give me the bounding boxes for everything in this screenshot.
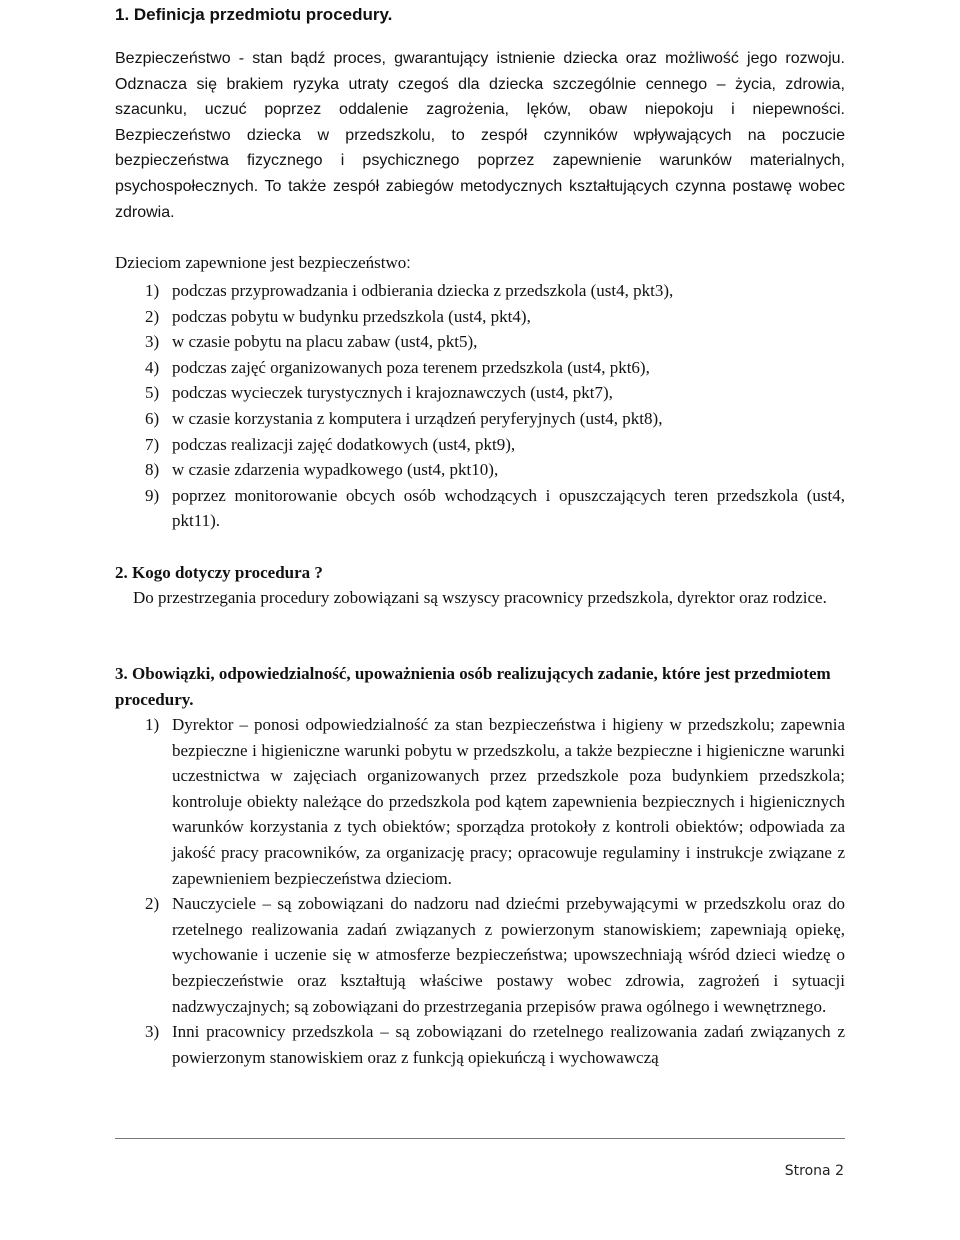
- section-2-title: 2. Kogo dotyczy procedura ?: [115, 563, 323, 582]
- safety-list: [115, 278, 845, 534]
- list-item: 3) Inni pracownicy przedszkola – są zobowiązani do rzetelnego realizowania zadań związanych z powierzonym stanowiskiem oraz z funkcją opiekuńczą i wychowawczą: [145, 1022, 845, 1067]
- list-item: 5) podczas wycieczek turystycznych i krajoznawczych (ust4, pkt7),: [145, 383, 613, 403]
- section-3-title: 3. Obowiązki, odpowiedzialność, upoważnienia osób realizujących zadanie, które jest przedmiotem procedury.: [115, 664, 831, 709]
- section-1-title: 1. Definicja przedmiotu procedury.: [115, 5, 393, 24]
- page-number: Strona 2: [784, 1163, 844, 1179]
- definition-text: Bezpieczeństwo - stan bądź proces, gwarantujący istnienie dziecka oraz możliwość jego rozwoju. Odznacza się brakiem ryzyka utraty czegoś dla dziecka szczególnie cennego – życia, zdrowia, szacunku, uczuć poprzez oddalenie zagrożenia, lęków, obaw niepokoju i niepewności. Bezpieczeństwo dziecka w przedszkolu, to zespół czynników wpływających na poczucie bezpieczeństwa fizycznego i psychicznego poprzez zapewnienie warunków materialnych, psychospołecznych. To także zespół zabiegów metodycznych kształtujących czynna postawę wobec zdrowia.: [115, 50, 845, 221]
- safety-list-intro-text: Dzieciom zapewnione jest bezpieczeństwo: [115, 253, 407, 272]
- list-item: 1) Dyrektor – ponosi odpowiedzialność za stan bezpieczeństwa i higieny w przedszkolu; zapewnia bezpieczne i higieniczne warunki pobytu w przedszkolu, a także bezpieczne i higieniczne warunki uczestnictwa w zajęciach organizowanych przez przedszkole poza budynkiem przedszkola; kontroluje obiekty należące do przedszkola pod kątem zapewnienia bezpiecznych i higienicznych warunków korzystania z tych obiektów; sporządza protokoły z kontroli obiektów; odpowiada za jakość pracy pracowników, za organizację pracy; opracowuje regulaminy i instrukcje związane z zapewnieniem bezpieczeństwa dzieciom.: [145, 715, 845, 888]
- list-item: 8) w czasie zdarzenia wypadkowego (ust4, pkt10),: [145, 460, 499, 480]
- list-item: 9) poprzez monitorowanie obcych osób wchodzących i opuszczających teren przedszkola (ust4, pkt11).: [145, 485, 845, 531]
- responsibilities-list: [115, 712, 845, 1070]
- list-item: 6) w czasie korzystania z komputera i urządzeń peryferyjnych (ust4, pkt8),: [145, 408, 663, 428]
- safety-list-intro: [115, 250, 411, 277]
- section-1-definition-paragraph: [115, 46, 845, 225]
- list-item: 4) podczas zajęć organizowanych poza terenem przedszkola (ust4, pkt6),: [145, 357, 650, 377]
- section-2-text: Do przestrzegania procedury zobowiązani są wszyscy pracownicy przedszkola, dyrektor oraz rodzice.: [133, 588, 827, 607]
- list-item: 2) podczas pobytu w budynku przedszkola (ust4, pkt4),: [145, 306, 531, 326]
- footer-divider: [115, 1138, 845, 1139]
- safety-list-intro-colon: :: [406, 255, 411, 272]
- list-item: 1) podczas przyprowadzania i odbierania dziecka z przedszkola (ust4, pkt3),: [145, 281, 674, 300]
- list-item: 7) podczas realizacji zajęć dodatkowych (ust4, pkt9),: [145, 434, 516, 454]
- list-item: 3) w czasie pobytu na placu zabaw (ust4, pkt5),: [145, 332, 478, 352]
- list-item: 2) Nauczyciele – są zobowiązani do nadzoru nad dziećmi przebywającymi w przedszkolu oraz do rzetelnego realizowania zadań związanych z powierzonym stanowiskiem; zapewniają opiekę, wychowanie i uczenie się w atmosferze bezpieczeństwa; upowszechniają wśród dzieci wiedzę o bezpieczeństwie oraz kształtują właściwe postawy wobec zdrowia, zagrożeń i sytuacji nadzwyczajnych; są zobowiązani do przestrzegania przepisów prawa ogólnego i wewnętrznego.: [145, 894, 845, 1016]
